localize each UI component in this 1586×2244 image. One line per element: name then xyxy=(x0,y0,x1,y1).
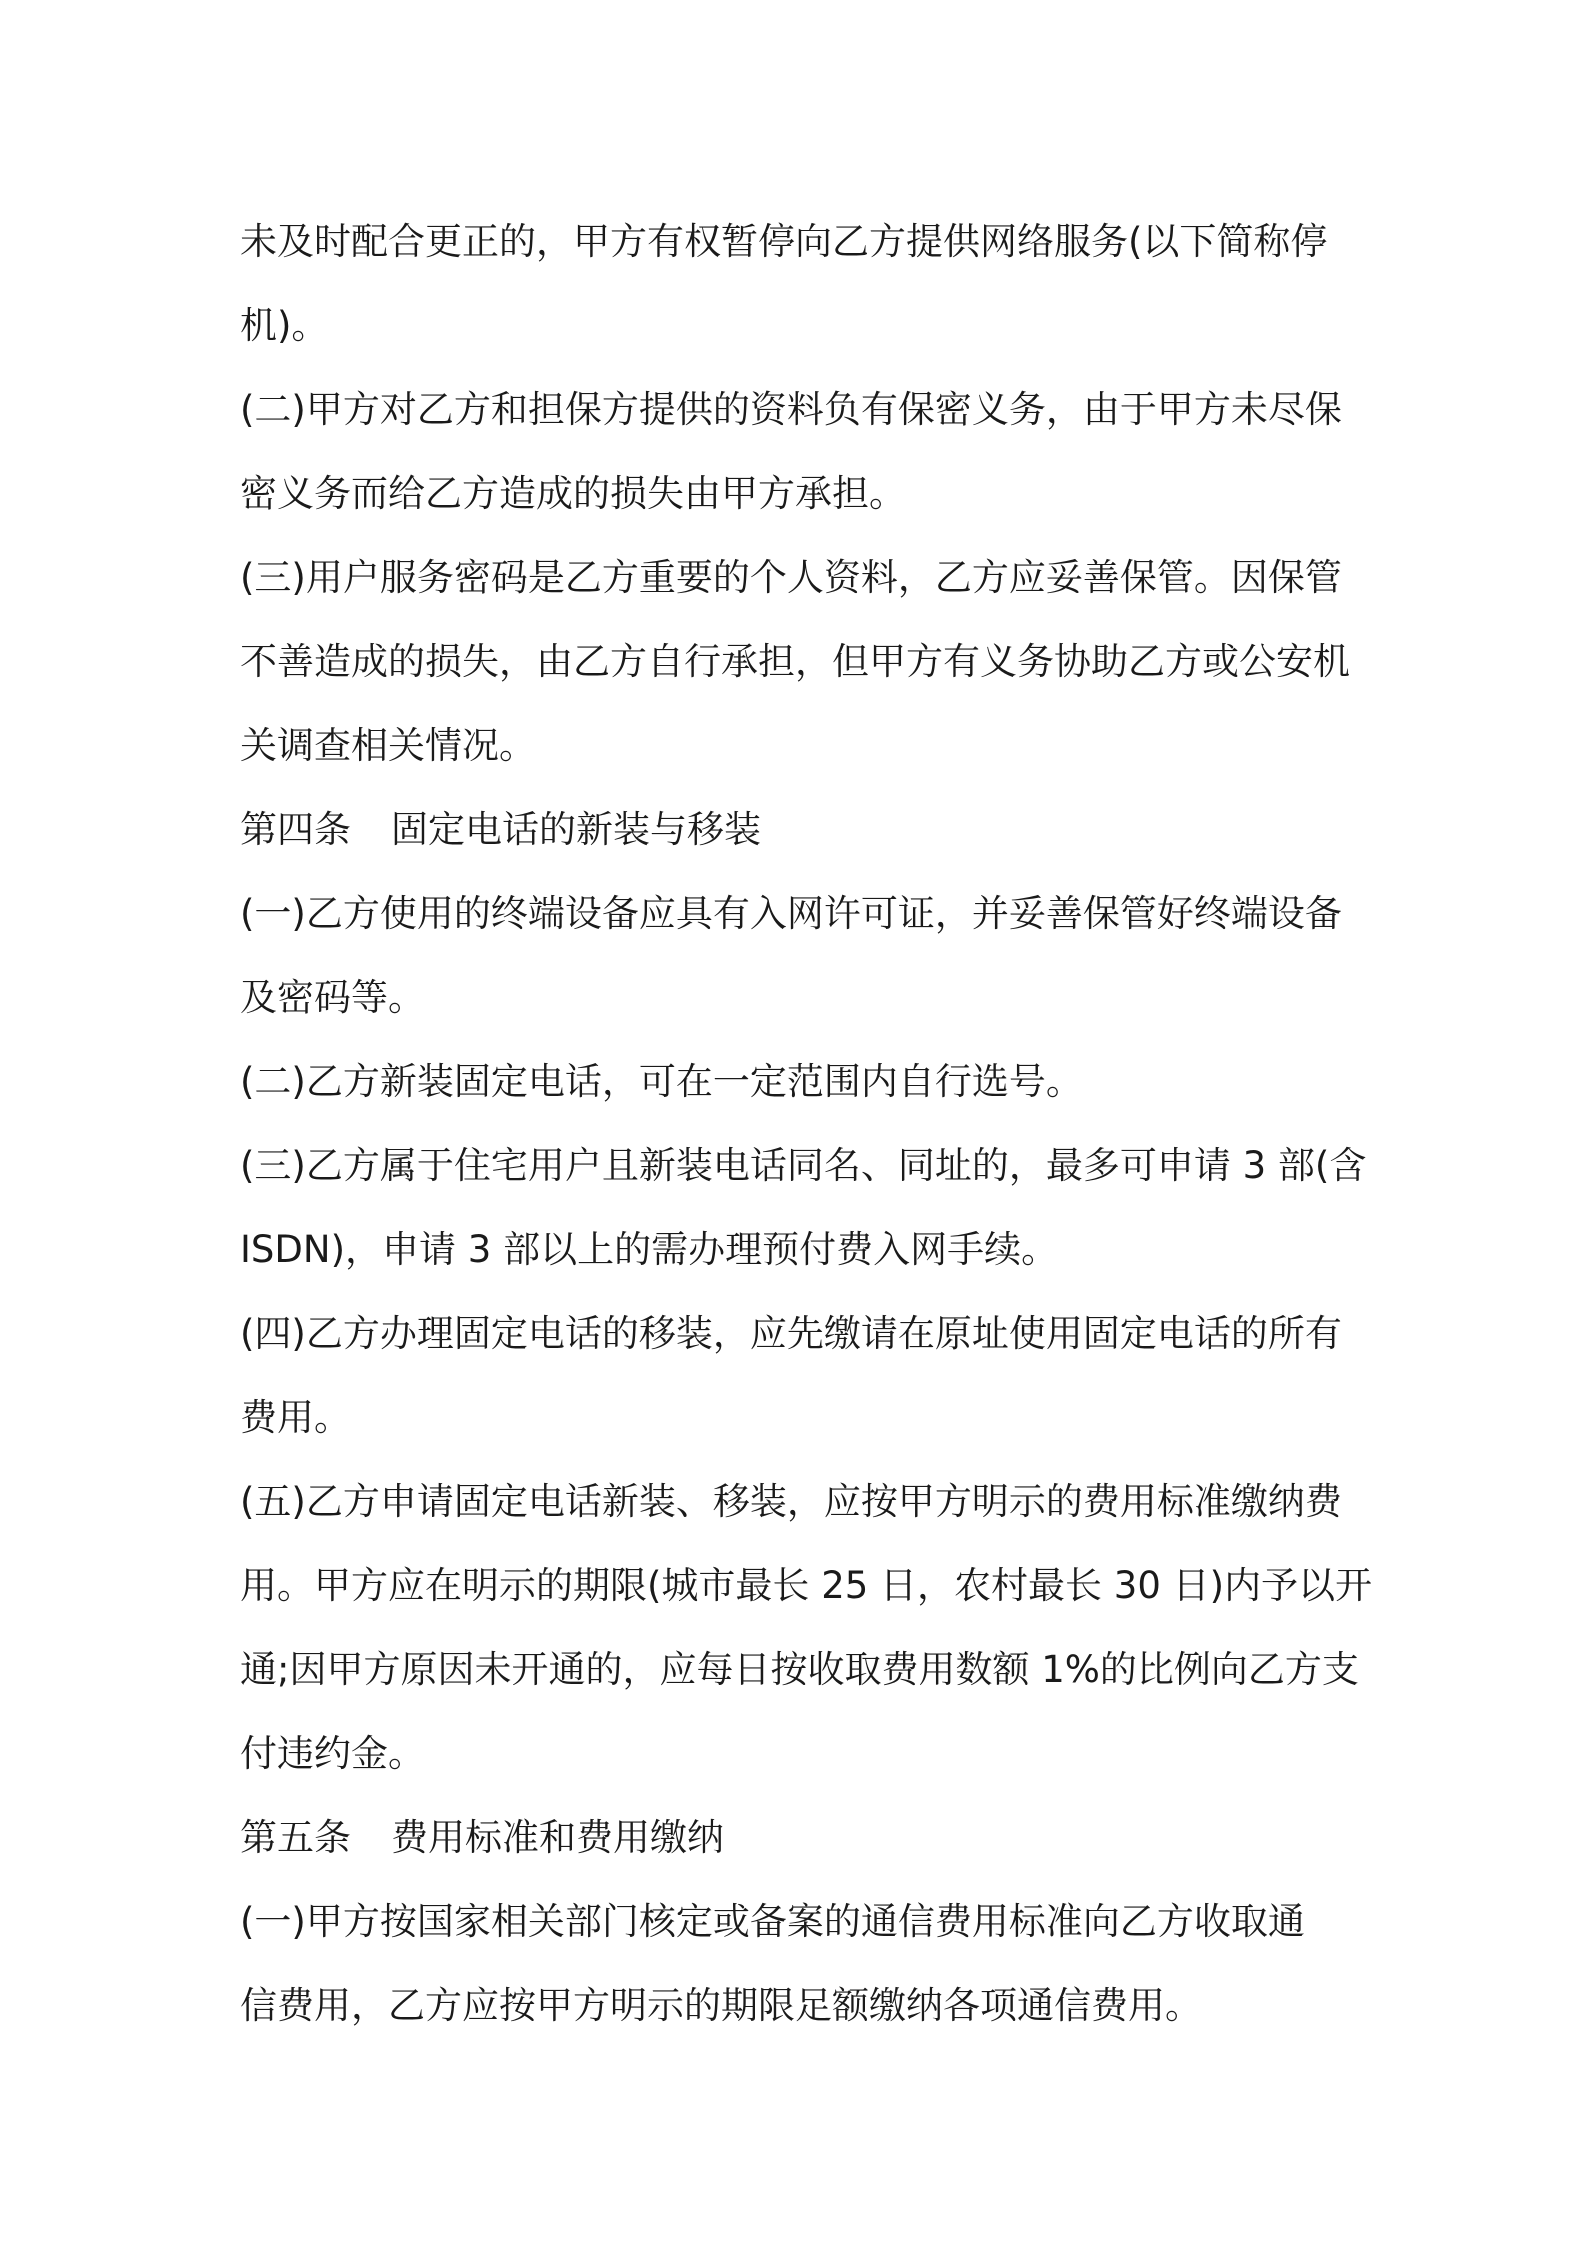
text-line: 不善造成的损失，由乙方自行承担，但甲方有义务协助乙方或公安机 xyxy=(240,640,1350,683)
text-line: 未及时配合更正的，甲方有权暂停向乙方提供网络服务(以下简称停 xyxy=(240,220,1328,263)
article-number: 第四条 xyxy=(240,808,351,851)
text-line: (三)乙方属于住宅用户且新装电话同名、同址的，最多可申请 3 部(含 xyxy=(240,1144,1367,1187)
text-line: 信费用，乙方应按甲方明示的期限足额缴纳各项通信费用。 xyxy=(240,1984,1202,2027)
text-line: 及密码等。 xyxy=(240,976,425,1019)
text-line: 费用。 xyxy=(240,1396,351,1439)
text-line: (二)甲方对乙方和担保方提供的资料负有保密义务，由于甲方未尽保 xyxy=(240,388,1342,431)
text-line: (一)甲方按国家相关部门核定或备案的通信费用标准向乙方收取通 xyxy=(240,1900,1305,1943)
article-number: 第五条 xyxy=(240,1816,351,1859)
article-heading xyxy=(240,1796,1366,1880)
text-line: (二)乙方新装固定电话，可在一定范围内自行选号。 xyxy=(240,1060,1083,1103)
text-line: (四)乙方办理固定电话的移装，应先缴请在原址使用固定电话的所有 xyxy=(240,1312,1342,1355)
text-line: 通;因甲方原因未开通的，应每日按收取费用数额 1%的比例向乙方支 xyxy=(240,1648,1359,1691)
text-line: ISDN)，申请 3 部以上的需办理预付费入网手续。 xyxy=(240,1228,1059,1271)
text-line: (三)用户服务密码是乙方重要的个人资料，乙方应妥善保管。因保管 xyxy=(240,556,1342,599)
text-line: 机)。 xyxy=(240,304,329,347)
article-title: 费用标准和费用缴纳 xyxy=(391,1816,724,1859)
article-heading xyxy=(240,788,1366,872)
text-line: 用。甲方应在明示的期限(城市最长 25 日，农村最长 30 日)内予以开 xyxy=(240,1564,1373,1607)
article-title: 固定电话的新装与移装 xyxy=(391,808,761,851)
text-line: (五)乙方申请固定电话新装、移装，应按甲方明示的费用标准缴纳费 xyxy=(240,1480,1342,1523)
text-line: 付违约金。 xyxy=(240,1732,425,1775)
text-line: 密义务而给乙方造成的损失由甲方承担。 xyxy=(240,472,906,515)
text-line: (一)乙方使用的终端设备应具有入网许可证，并妥善保管好终端设备 xyxy=(240,892,1342,935)
text-line: 关调查相关情况。 xyxy=(240,724,536,767)
document-body xyxy=(240,200,1373,2048)
